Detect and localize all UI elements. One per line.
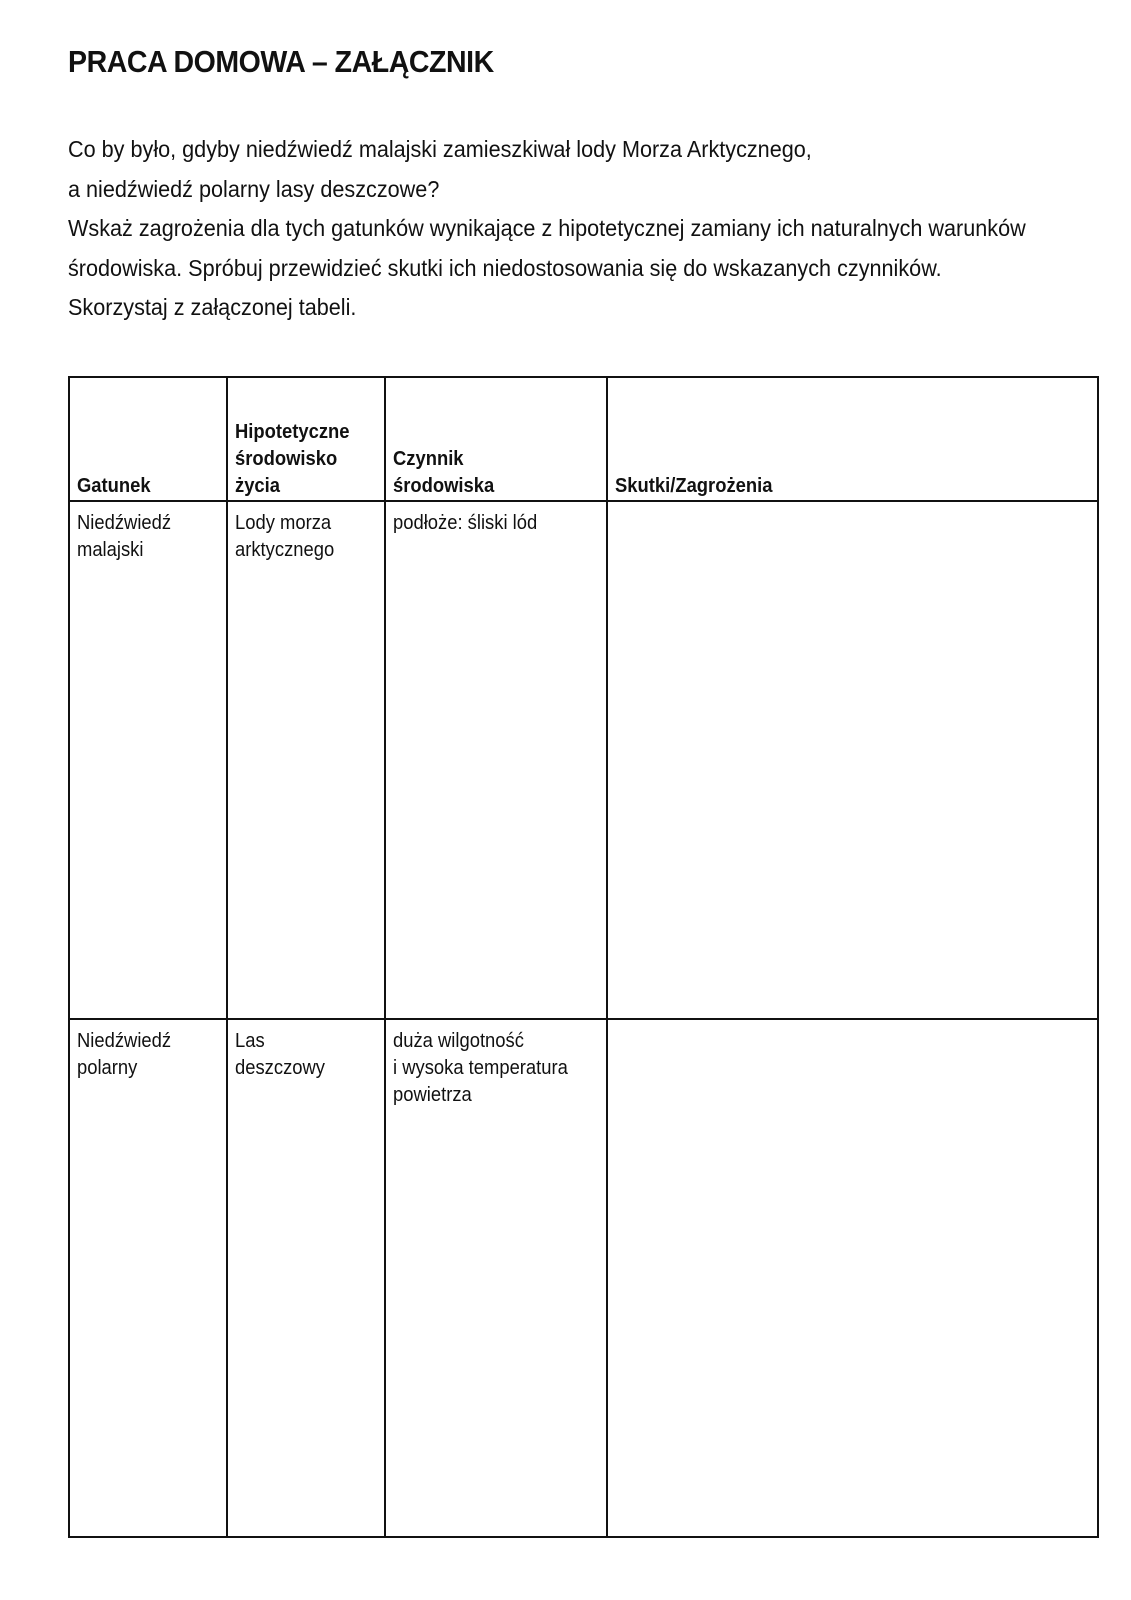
cell-environment: Lody morza arktycznego [227, 501, 385, 1019]
page-title: PRACA DOMOWA – ZAŁĄCZNIK [68, 44, 494, 79]
table-row [69, 501, 1098, 1019]
cell-species: Niedźwiedź polarny [69, 1019, 227, 1537]
cell-environment: Las deszczowy [227, 1019, 385, 1537]
cell-effects-answer[interactable] [607, 1019, 1098, 1537]
intro-line: Wskaż zagrożenia dla tych gatunków wynikające z hipotetycznej zamiany ich naturalnych warunków [68, 215, 1026, 241]
task-description [68, 130, 1112, 328]
cell-factor: podłoże: śliski lód [385, 501, 607, 1019]
intro-line: Skorzystaj z załączonej tabeli. [68, 294, 357, 320]
intro-line: środowiska. Spróbuj przewidzieć skutki ich niedostosowania się do wskazanych czynników. [68, 254, 942, 281]
cell-factor: duża wilgotność i wysoka temperatura powietrza [385, 1019, 607, 1537]
header-factor: Czynnik środowiska [385, 377, 607, 501]
worksheet-table [68, 376, 1099, 1538]
table-row [69, 1019, 1098, 1537]
cell-effects-answer[interactable] [607, 501, 1098, 1019]
header-species: Gatunek [69, 377, 227, 501]
header-effects: Skutki/Zagrożenia [607, 377, 1098, 501]
cell-species: Niedźwiedź malajski [69, 501, 227, 1019]
table-header-row [69, 377, 1098, 501]
header-environment: Hipotetyczne środowisko życia [227, 377, 385, 501]
intro-line: a niedźwiedź polarny lasy deszczowe? [68, 175, 440, 202]
intro-line: Co by było, gdyby niedźwiedź malajski zamieszkiwał lody Morza Arktycznego, [68, 136, 812, 162]
